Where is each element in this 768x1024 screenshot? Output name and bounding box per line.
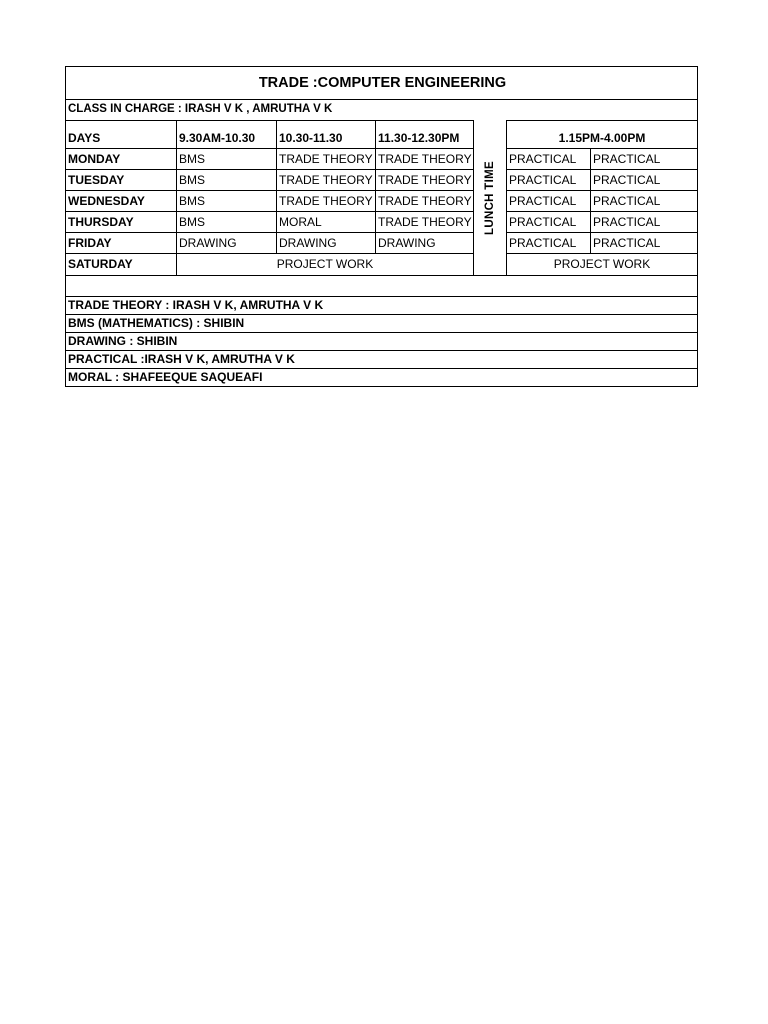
lunch-time-column — [473, 120, 507, 275]
class-in-charge-row — [66, 99, 697, 120]
faculty-row — [66, 332, 697, 350]
table-row — [66, 211, 697, 232]
table-row — [66, 148, 697, 169]
practical-cell: PRACTICAL — [590, 191, 697, 211]
header-slot1: 9.30AM-10.30 — [176, 121, 276, 148]
faculty-row — [66, 368, 697, 386]
table-row — [66, 190, 697, 211]
slot3-cell: TRADE THEORY — [375, 170, 473, 190]
header-days: DAYS — [68, 131, 101, 145]
header-slot2: 10.30-11.30 — [276, 121, 375, 148]
practical-cell: PRACTICAL — [590, 212, 697, 232]
day-label: MONDAY — [68, 152, 121, 166]
slot1-cell: BMS — [176, 191, 276, 211]
table-row — [66, 169, 697, 190]
slot3-cell: TRADE THEORY — [375, 212, 473, 232]
header-row — [66, 120, 697, 148]
slot3-cell: DRAWING — [375, 233, 473, 253]
slot1-cell: DRAWING — [176, 233, 276, 253]
practical-cell: PRACTICAL — [590, 149, 697, 169]
page-title: TRADE :COMPUTER ENGINEERING — [258, 75, 507, 91]
practical-cell: PRACTICAL — [509, 152, 577, 166]
faculty-row — [66, 314, 697, 332]
slot1-cell: BMS — [176, 149, 276, 169]
faculty-row — [66, 350, 697, 368]
saturday-afternoon: PROJECT WORK — [553, 257, 651, 271]
slot2-cell: TRADE THEORY — [276, 170, 375, 190]
practical-cell: PRACTICAL — [509, 173, 577, 187]
day-label: THURSDAY — [68, 215, 134, 229]
slot2-cell: DRAWING — [276, 233, 375, 253]
practical-cell: PRACTICAL — [509, 215, 577, 229]
saturday-morning: PROJECT WORK — [176, 254, 473, 275]
practical-cell: PRACTICAL — [590, 170, 697, 190]
slot1-cell: BMS — [176, 212, 276, 232]
faculty-line: BMS (MATHEMATICS) : SHIBIN — [68, 316, 245, 330]
faculty-line: TRADE THEORY : IRASH V K, AMRUTHA V K — [68, 298, 324, 312]
faculty-line: MORAL : SHAFEEQUE SAQUEAFI — [68, 370, 263, 384]
lunch-time-label: LUNCH TIME — [484, 160, 496, 235]
day-label: WEDNESDAY — [68, 194, 145, 208]
class-in-charge: CLASS IN CHARGE : IRASH V K , AMRUTHA V K — [68, 103, 333, 115]
faculty-line: PRACTICAL :IRASH V K, AMRUTHA V K — [68, 352, 295, 366]
slot2-cell: TRADE THEORY — [276, 191, 375, 211]
faculty-line: DRAWING : SHIBIN — [68, 334, 178, 348]
title-row — [66, 67, 697, 99]
day-label: TUESDAY — [68, 173, 125, 187]
slot1-cell: BMS — [176, 170, 276, 190]
slot2-cell: MORAL — [276, 212, 375, 232]
header-slot4: 1.15PM-4.00PM — [558, 131, 646, 145]
day-label: FRIDAY — [68, 236, 112, 250]
timetable-sheet — [65, 66, 698, 387]
practical-cell: PRACTICAL — [509, 236, 577, 250]
practical-cell: PRACTICAL — [509, 194, 577, 208]
day-label: SATURDAY — [68, 257, 133, 271]
table-row — [66, 232, 697, 253]
practical-cell: PRACTICAL — [590, 233, 697, 253]
header-slot3: 11.30-12.30PM — [375, 121, 473, 148]
spacer-row — [66, 275, 697, 296]
faculty-row — [66, 296, 697, 314]
saturday-row — [66, 253, 697, 275]
slot3-cell: TRADE THEORY — [375, 149, 473, 169]
slot3-cell: TRADE THEORY — [375, 191, 473, 211]
slot2-cell: TRADE THEORY — [276, 149, 375, 169]
